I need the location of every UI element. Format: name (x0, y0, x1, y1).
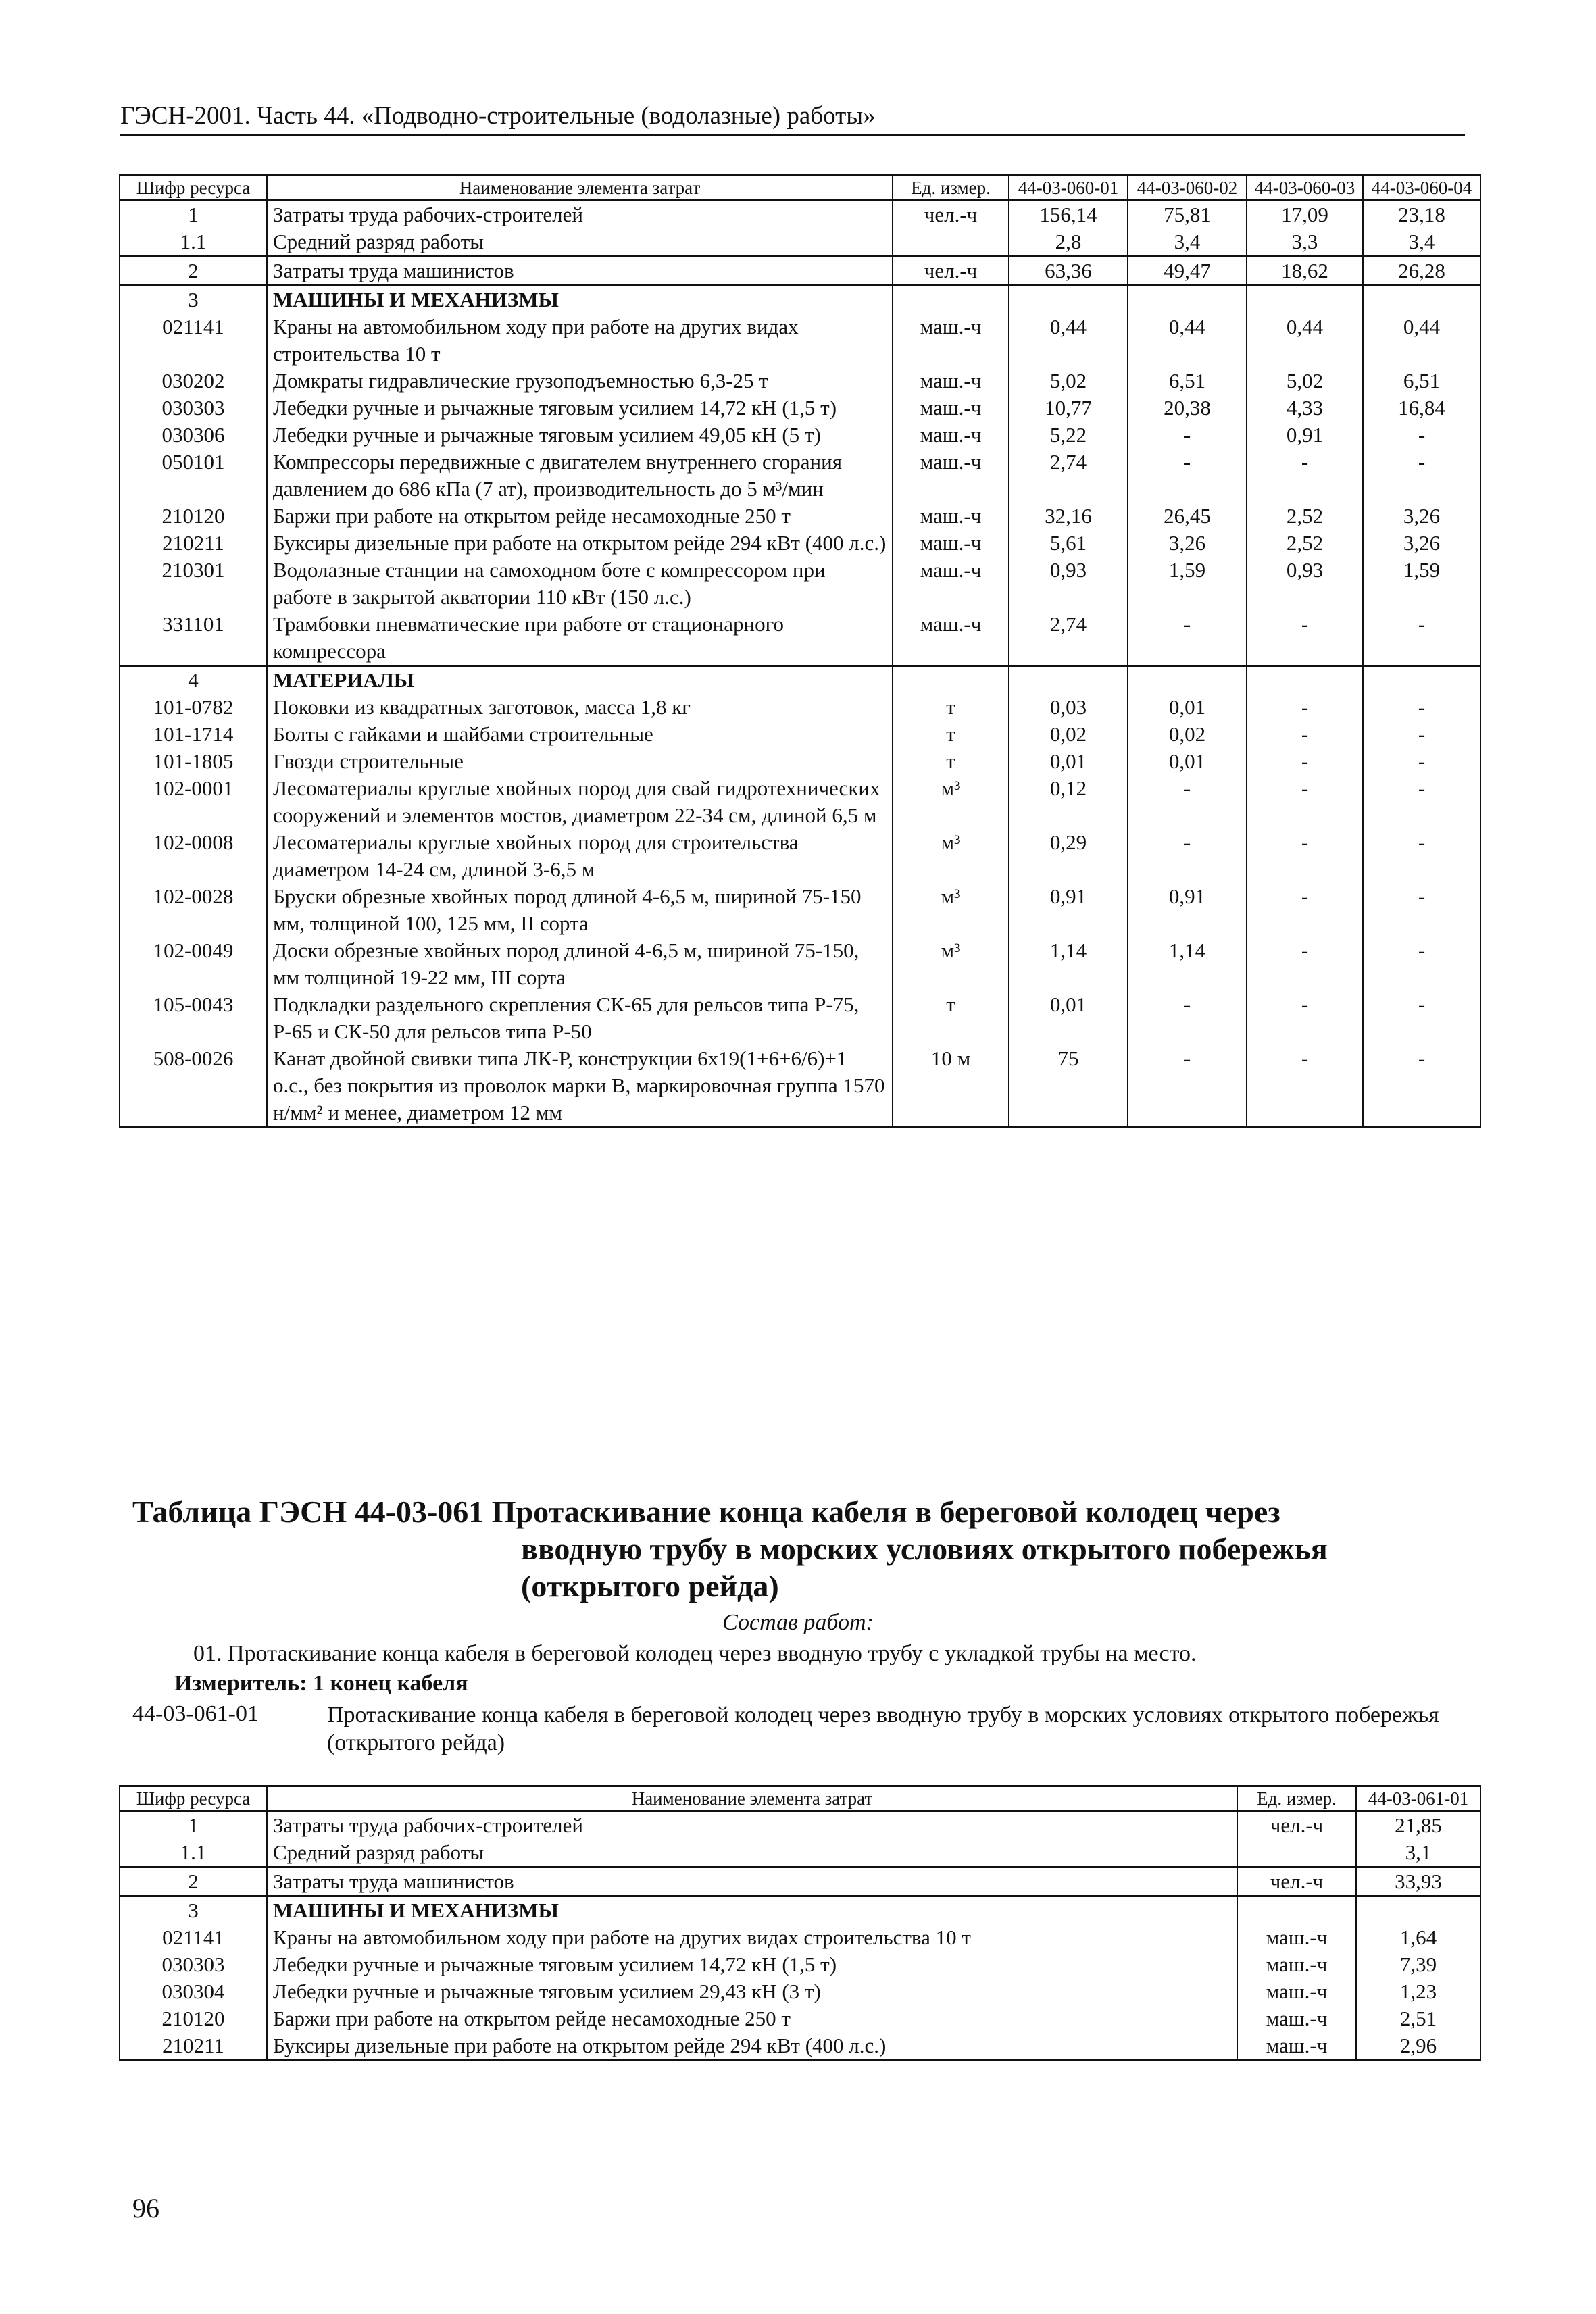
norm-value: 5,61 (1009, 530, 1128, 557)
norm-value: 0,29 (1009, 829, 1128, 883)
norm-value: - (1128, 422, 1247, 449)
norm-value: 3,26 (1363, 503, 1480, 530)
resource-unit: маш.-ч (1237, 1924, 1356, 1951)
resource-unit: маш.-ч (893, 557, 1009, 611)
norm-value: 1,64 (1356, 1924, 1480, 1951)
resource-unit (1237, 1839, 1356, 1867)
norm-value: - (1363, 829, 1480, 883)
resource-table-061 (119, 1785, 1481, 2061)
resource-code: 1.1 (120, 1839, 267, 1867)
table-row (120, 991, 1480, 1045)
norm-value: 1,14 (1009, 937, 1128, 991)
running-header: ГЭСН-2001. Часть 44. «Подводно-строительные (водолазные) работы» (120, 101, 1465, 136)
norm-value: 2,96 (1356, 2032, 1480, 2061)
resource-name: Баржи при работе на открытом рейде несамоходные 250 т (267, 2005, 1237, 2032)
norm-value: - (1363, 748, 1480, 775)
table-row (120, 775, 1480, 829)
norm-value (1009, 666, 1128, 695)
page-number: 96 (132, 2193, 159, 2223)
norm-value: - (1128, 775, 1247, 829)
resource-unit: чел.-ч (893, 257, 1009, 286)
norm-value: 49,47 (1128, 257, 1247, 286)
resource-unit: м³ (893, 829, 1009, 883)
norm-value: - (1247, 748, 1363, 775)
table-row (120, 1811, 1480, 1840)
table-row (120, 883, 1480, 937)
norm-value: 0,01 (1128, 694, 1247, 721)
table-row (120, 286, 1480, 314)
norm-value: 26,28 (1363, 257, 1480, 286)
resource-unit: маш.-ч (1237, 2005, 1356, 2032)
resource-code: 102-0008 (120, 829, 267, 883)
table-row (120, 257, 1480, 286)
table-row (120, 557, 1480, 611)
col-header-unit: Ед. измер. (893, 176, 1009, 201)
norm-value: 2,52 (1247, 530, 1363, 557)
norm-value: - (1128, 449, 1247, 503)
table-row (120, 422, 1480, 449)
resource-code: 210211 (120, 530, 267, 557)
resource-code: 2 (120, 257, 267, 286)
resource-name: Лебедки ручные и рычажные тяговым усилием 49,05 кН (5 т) (267, 422, 893, 449)
norm-value: 2,74 (1009, 611, 1128, 666)
norm-value: 2,52 (1247, 503, 1363, 530)
norm-value: - (1247, 721, 1363, 748)
resource-code: 105-0043 (120, 991, 267, 1045)
norm-value: 75 (1009, 1045, 1128, 1128)
norm-value: 3,26 (1363, 530, 1480, 557)
resource-code: 210301 (120, 557, 267, 611)
resource-name: МАШИНЫ И МЕХАНИЗМЫ (267, 1896, 1237, 1925)
norm-value: 0,01 (1009, 991, 1128, 1045)
norm-value: 10,77 (1009, 395, 1128, 422)
norm-value: 4,33 (1247, 395, 1363, 422)
composition-label: Состав работ: (722, 1610, 874, 1635)
col-header-name: Наименование элемента затрат (267, 176, 893, 201)
norm-value: - (1128, 1045, 1247, 1128)
norm-value: 0,01 (1128, 748, 1247, 775)
resource-name: Буксиры дизельные при работе на открытом рейде 294 кВт (400 л.с.) (267, 2032, 1237, 2061)
norm-value: 20,38 (1128, 395, 1247, 422)
norm-value (1009, 286, 1128, 314)
norm-value: 5,02 (1009, 368, 1128, 395)
norm-value: - (1247, 1045, 1363, 1128)
resource-unit: маш.-ч (893, 449, 1009, 503)
norm-value: - (1363, 883, 1480, 937)
resource-code: 4 (120, 666, 267, 695)
resource-name: Гвозди строительные (267, 748, 893, 775)
table-row (120, 228, 1480, 257)
norm-value: 5,02 (1247, 368, 1363, 395)
col-header-norm: 44-03-060-02 (1128, 176, 1247, 201)
norm-value: 75,81 (1128, 201, 1247, 229)
col-header-norm: 44-03-060-03 (1247, 176, 1363, 201)
resource-name: Затраты труда машинистов (267, 1867, 1237, 1896)
col-header-norm: 44-03-060-01 (1009, 176, 1128, 201)
col-header-unit: Ед. измер. (1237, 1786, 1356, 1811)
resource-code: 210120 (120, 503, 267, 530)
resource-name: МАШИНЫ И МЕХАНИЗМЫ (267, 286, 893, 314)
norm-value: 32,16 (1009, 503, 1128, 530)
table-row (120, 368, 1480, 395)
resource-name: Лебедки ручные и рычажные тяговым усилием 14,72 кН (1,5 т) (267, 395, 893, 422)
table-row (120, 1867, 1480, 1896)
norm-value: 3,1 (1356, 1839, 1480, 1867)
resource-code: 101-1805 (120, 748, 267, 775)
norm-value: - (1363, 937, 1480, 991)
resource-name: Краны на автомобильном ходу при работе на других видах строительства 10 т (267, 313, 893, 368)
norm-value: - (1247, 829, 1363, 883)
norm-value: 0,91 (1247, 422, 1363, 449)
resource-unit (893, 228, 1009, 257)
resource-unit: чел.-ч (1237, 1867, 1356, 1896)
norm-value: 7,39 (1356, 1951, 1480, 1978)
resource-unit: маш.-ч (1237, 1951, 1356, 1978)
norm-value: 156,14 (1009, 201, 1128, 229)
norm-value: 1,59 (1128, 557, 1247, 611)
resource-code: 030306 (120, 422, 267, 449)
norm-value: - (1247, 694, 1363, 721)
norm-value: 0,44 (1128, 313, 1247, 368)
norm-value: 18,62 (1247, 257, 1363, 286)
norm-value: 0,12 (1009, 775, 1128, 829)
resource-name: Затраты труда машинистов (267, 257, 893, 286)
table-row (120, 530, 1480, 557)
table-row (120, 503, 1480, 530)
norm-value: - (1247, 937, 1363, 991)
table-row (120, 1045, 1480, 1128)
work-code: 44-03-061-01 (132, 1701, 259, 1726)
resource-name: Поковки из квадратных заготовок, масса 1,8 кг (267, 694, 893, 721)
resource-unit: маш.-ч (1237, 1978, 1356, 2005)
norm-value (1247, 666, 1363, 695)
resource-code: 102-0028 (120, 883, 267, 937)
norm-value: - (1363, 991, 1480, 1045)
norm-value: - (1128, 611, 1247, 666)
resource-code: 050101 (120, 449, 267, 503)
norm-value: - (1363, 721, 1480, 748)
table-row (120, 1951, 1480, 1978)
norm-value: 0,93 (1247, 557, 1363, 611)
norm-value (1363, 666, 1480, 695)
norm-value: 2,51 (1356, 2005, 1480, 2032)
measure-unit: Измеритель: 1 конец кабеля (174, 1671, 468, 1696)
resource-code: 102-0001 (120, 775, 267, 829)
resource-unit: т (893, 991, 1009, 1045)
norm-value: - (1247, 775, 1363, 829)
norm-value (1247, 286, 1363, 314)
col-header-norm: 44-03-061-01 (1356, 1786, 1480, 1811)
resource-name: Водолазные станции на самоходном боте с компрессором при работе в закрытой акватории 110 кВт (150 л.с.) (267, 557, 893, 611)
resource-code: 210120 (120, 2005, 267, 2032)
norm-value: 6,51 (1128, 368, 1247, 395)
resource-name: Затраты труда рабочих-строителей (267, 201, 893, 229)
norm-value: - (1247, 611, 1363, 666)
resource-code: 030304 (120, 1978, 267, 2005)
title-line: вводную трубу в морских условиях открытого побережья (521, 1532, 1328, 1566)
norm-value: 17,09 (1247, 201, 1363, 229)
norm-value: 3,3 (1247, 228, 1363, 257)
col-header-code: Шифр ресурса (120, 1786, 267, 1811)
resource-name: Канат двойной свивки типа ЛК-Р, конструкции 6х19(1+6+6/6)+1 о.с., без покрытия из проволок марки В, маркировочная группа 1570 н/мм² и менее, диаметром 12 мм (267, 1045, 893, 1128)
norm-value: - (1247, 991, 1363, 1045)
resource-name: Лесоматериалы круглые хвойных пород для свай гидротехнических сооружений и элементов мостов, диаметром 22-34 см, длиной 6,5 м (267, 775, 893, 829)
resource-name: Затраты труда рабочих-строителей (267, 1811, 1237, 1840)
resource-unit: чел.-ч (1237, 1811, 1356, 1840)
resource-name: Домкраты гидравлические грузоподъемностью 6,3-25 т (267, 368, 893, 395)
norm-value: 0,44 (1363, 313, 1480, 368)
table-row (120, 611, 1480, 666)
norm-value: 5,22 (1009, 422, 1128, 449)
resource-unit: т (893, 694, 1009, 721)
table-row (120, 829, 1480, 883)
norm-value: 3,4 (1363, 228, 1480, 257)
resource-code: 1.1 (120, 228, 267, 257)
table-header-row (120, 1786, 1480, 1811)
resource-unit (893, 286, 1009, 314)
resource-code: 3 (120, 286, 267, 314)
norm-value: 63,36 (1009, 257, 1128, 286)
norm-value: 2,74 (1009, 449, 1128, 503)
resource-name: Трамбовки пневматические при работе от стационарного компрессора (267, 611, 893, 666)
resource-code: 102-0049 (120, 937, 267, 991)
table-header-row (120, 176, 1480, 201)
norm-value (1356, 1896, 1480, 1925)
table-row (120, 721, 1480, 748)
resource-code: 3 (120, 1896, 267, 1925)
norm-value: - (1363, 449, 1480, 503)
resource-name: Лебедки ручные и рычажные тяговым усилием 14,72 кН (1,5 т) (267, 1951, 1237, 1978)
table-row (120, 937, 1480, 991)
resource-name: Компрессоры передвижные с двигателем внутреннего сгорания давлением до 686 кПа (7 ат), производительность до 5 м³/мин (267, 449, 893, 503)
resource-table-060 (119, 174, 1481, 1128)
resource-name: Подкладки раздельного скрепления СК-65 для рельсов типа Р-75, Р-65 и СК-50 для рельсов типа Р-50 (267, 991, 893, 1045)
resource-name: Краны на автомобильном ходу при работе на других видах строительства 10 т (267, 1924, 1237, 1951)
resource-unit: маш.-ч (893, 611, 1009, 666)
resource-code: 021141 (120, 1924, 267, 1951)
resource-code: 331101 (120, 611, 267, 666)
table-row (120, 1924, 1480, 1951)
norm-value: - (1247, 883, 1363, 937)
norm-value: 0,44 (1009, 313, 1128, 368)
resource-code: 1 (120, 1811, 267, 1840)
norm-value: 3,4 (1128, 228, 1247, 257)
composition-item: 01. Протаскивание конца кабеля в береговой колодец через вводную трубу с укладкой трубы на место. (193, 1641, 1197, 1666)
norm-value (1128, 666, 1247, 695)
norm-value: - (1363, 775, 1480, 829)
resource-unit: маш.-ч (893, 368, 1009, 395)
resource-code: 030303 (120, 395, 267, 422)
norm-value: 0,03 (1009, 694, 1128, 721)
table-row (120, 694, 1480, 721)
table-row (120, 1896, 1480, 1925)
title-line: Таблица ГЭСН 44-03-061 Протаскивание конца кабеля в береговой колодец через (132, 1494, 1280, 1529)
norm-value: 21,85 (1356, 1811, 1480, 1840)
table-title (132, 1493, 1477, 1605)
norm-value: 1,59 (1363, 557, 1480, 611)
norm-value: 3,26 (1128, 530, 1247, 557)
resource-unit: м³ (893, 937, 1009, 991)
norm-value: 26,45 (1128, 503, 1247, 530)
norm-value: 0,02 (1009, 721, 1128, 748)
norm-value: 0,01 (1009, 748, 1128, 775)
resource-name: Доски обрезные хвойных пород длиной 4-6,5 м, шириной 75-150, мм толщиной 19-22 мм, III сорта (267, 937, 893, 991)
table-row (120, 748, 1480, 775)
resource-code: 030303 (120, 1951, 267, 1978)
norm-value: 6,51 (1363, 368, 1480, 395)
norm-value (1128, 286, 1247, 314)
norm-value: - (1363, 422, 1480, 449)
norm-value: 1,23 (1356, 1978, 1480, 2005)
table-row (120, 395, 1480, 422)
resource-unit: маш.-ч (893, 530, 1009, 557)
resource-unit: м³ (893, 775, 1009, 829)
norm-value (1363, 286, 1480, 314)
norm-value: - (1363, 1045, 1480, 1128)
norm-value: 0,93 (1009, 557, 1128, 611)
resource-code: 2 (120, 1867, 267, 1896)
resource-code: 030202 (120, 368, 267, 395)
resource-code: 210211 (120, 2032, 267, 2061)
resource-code: 101-0782 (120, 694, 267, 721)
resource-unit: маш.-ч (893, 313, 1009, 368)
table-row (120, 201, 1480, 229)
col-header-name: Наименование элемента затрат (267, 1786, 1237, 1811)
norm-value: - (1363, 694, 1480, 721)
norm-value: - (1128, 829, 1247, 883)
table-row (120, 2005, 1480, 2032)
resource-unit: маш.-ч (893, 503, 1009, 530)
resource-name: Буксиры дизельные при работе на открытом рейде 294 кВт (400 л.с.) (267, 530, 893, 557)
norm-value: 2,8 (1009, 228, 1128, 257)
resource-name: Лебедки ручные и рычажные тяговым усилием 29,43 кН (3 т) (267, 1978, 1237, 2005)
table-row (120, 449, 1480, 503)
resource-name: Средний разряд работы (267, 1839, 1237, 1867)
norm-value: 16,84 (1363, 395, 1480, 422)
norm-value: 0,91 (1009, 883, 1128, 937)
resource-code: 508-0026 (120, 1045, 267, 1128)
resource-unit (1237, 1896, 1356, 1925)
table-row (120, 313, 1480, 368)
resource-name: МАТЕРИАЛЫ (267, 666, 893, 695)
resource-name: Лесоматериалы круглые хвойных пород для строительства диаметром 14-24 см, длиной 3-6,5 м (267, 829, 893, 883)
resource-unit: маш.-ч (893, 395, 1009, 422)
table-row (120, 1978, 1480, 2005)
resource-unit: т (893, 748, 1009, 775)
norm-value: 0,91 (1128, 883, 1247, 937)
resource-name: Баржи при работе на открытом рейде несамоходные 250 т (267, 503, 893, 530)
norm-value: - (1247, 449, 1363, 503)
norm-value: 0,44 (1247, 313, 1363, 368)
norm-value: - (1128, 991, 1247, 1045)
work-description: Протаскивание конца кабеля в береговой колодец через вводную трубу в морских условиях открытого побережья (открытого рейда) (327, 1703, 1439, 1755)
col-header-code: Шифр ресурса (120, 176, 267, 201)
resource-unit: т (893, 721, 1009, 748)
resource-unit: м³ (893, 883, 1009, 937)
norm-value: 0,02 (1128, 721, 1247, 748)
resource-unit: маш.-ч (893, 422, 1009, 449)
norm-value: - (1363, 611, 1480, 666)
resource-code: 1 (120, 201, 267, 229)
table-row (120, 666, 1480, 695)
norm-value: 23,18 (1363, 201, 1480, 229)
resource-unit: маш.-ч (1237, 2032, 1356, 2061)
resource-code: 101-1714 (120, 721, 267, 748)
col-header-norm: 44-03-060-04 (1363, 176, 1480, 201)
resource-unit (893, 666, 1009, 695)
resource-name: Бруски обрезные хвойных пород длиной 4-6,5 м, шириной 75-150 мм, толщиной 100, 125 мм, II сорта (267, 883, 893, 937)
table-row (120, 1839, 1480, 1867)
resource-name: Болты с гайками и шайбами строительные (267, 721, 893, 748)
resource-unit: чел.-ч (893, 201, 1009, 229)
norm-value: 1,14 (1128, 937, 1247, 991)
title-line: (открытого рейда) (521, 1569, 779, 1603)
resource-unit: 10 м (893, 1045, 1009, 1128)
resource-code: 021141 (120, 313, 267, 368)
resource-name: Средний разряд работы (267, 228, 893, 257)
norm-value: 33,93 (1356, 1867, 1480, 1896)
table-row (120, 2032, 1480, 2061)
